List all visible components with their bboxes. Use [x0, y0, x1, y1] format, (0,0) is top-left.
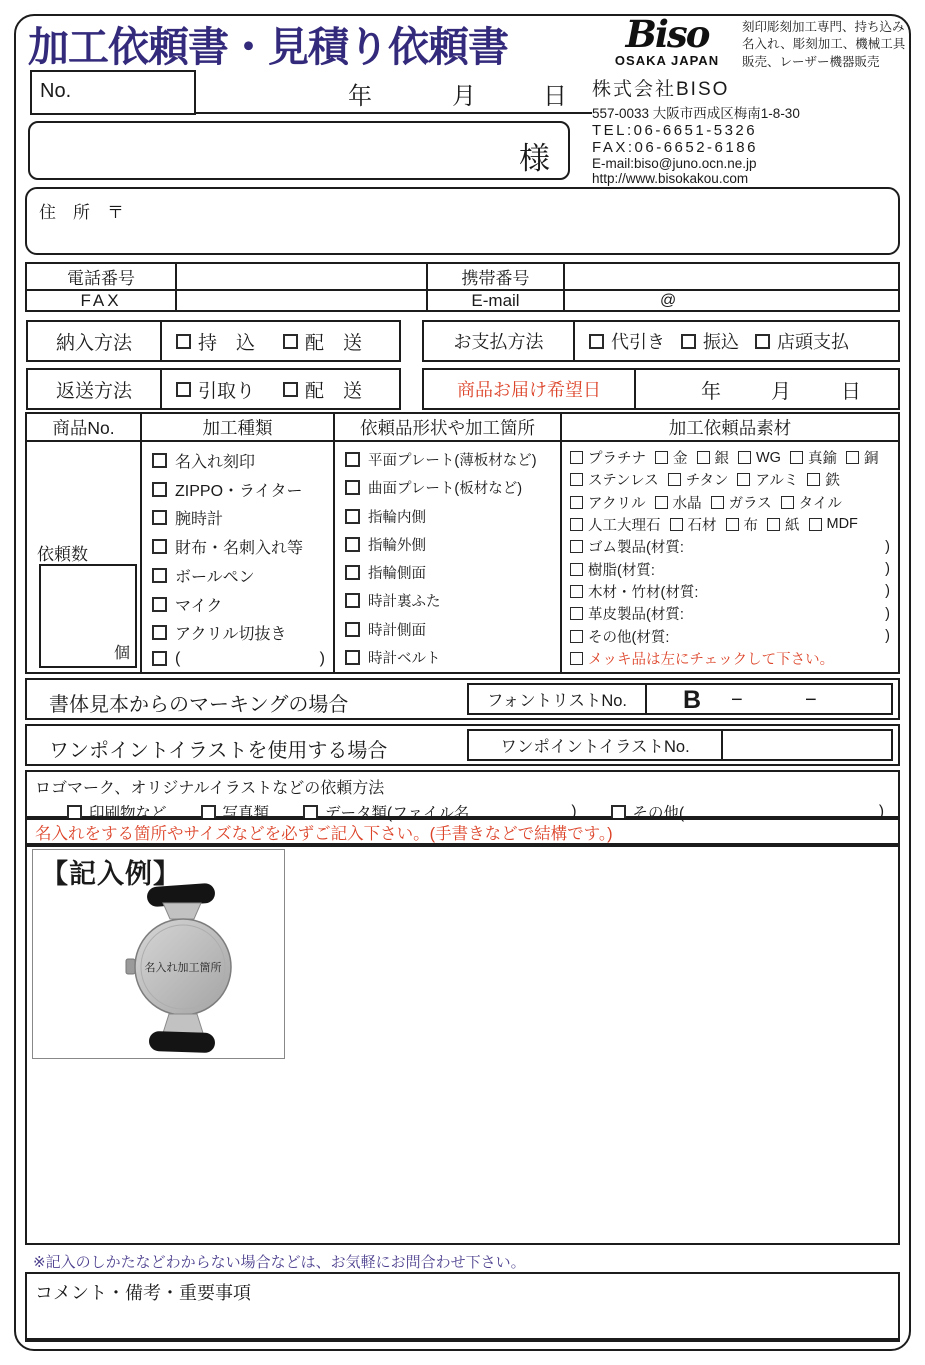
- checkbox[interactable]: [345, 480, 360, 495]
- checkbox[interactable]: [807, 473, 820, 486]
- phone-field[interactable]: [177, 264, 428, 291]
- checkbox-label: 樹脂(材質:: [588, 562, 655, 579]
- checkbox-option: [737, 469, 798, 490]
- checkbox-label: ゴム製品(材質:: [588, 540, 684, 557]
- return-method-label: 返送方法: [28, 370, 162, 408]
- watch-photo: [121, 883, 243, 1055]
- checkbox-label: 人工大理石: [588, 517, 661, 534]
- company-name: 株式会社BISO: [592, 78, 730, 100]
- checkbox-row: [345, 619, 552, 640]
- customer-suffix-label: 様: [519, 141, 550, 176]
- checkbox-option: [570, 648, 834, 669]
- checkbox-row: [345, 506, 552, 527]
- checkbox[interactable]: [152, 568, 167, 583]
- material-row: [570, 536, 890, 557]
- checkbox-row: [345, 647, 552, 668]
- checkbox[interactable]: [655, 496, 668, 509]
- mobile-label: 携帯番号: [428, 264, 565, 291]
- checkbox-row: [152, 564, 325, 587]
- checkbox-label: 財布・名刺入れ等: [175, 540, 304, 558]
- checkbox[interactable]: [570, 585, 583, 598]
- checkbox[interactable]: [570, 630, 583, 643]
- checkbox-label: その他(: [632, 805, 685, 822]
- order-no-field[interactable]: [30, 70, 196, 115]
- checkbox-label: 石材: [687, 517, 717, 534]
- checkbox-option: [726, 514, 759, 535]
- tagline-line: 刻印彫刻加工専門、持ち込み: [742, 20, 905, 34]
- checkbox-label: ): [571, 803, 577, 820]
- checkbox[interactable]: [668, 473, 681, 486]
- payment-options: [575, 322, 898, 360]
- comment-field[interactable]: [25, 1272, 900, 1342]
- checkbox-option: [670, 514, 717, 535]
- checkbox-option: [668, 469, 729, 490]
- checkbox-label: 時計ベルト: [368, 650, 441, 667]
- checkbox[interactable]: [711, 496, 724, 509]
- date-month-label: 月: [452, 83, 476, 110]
- checkbox-label: ): [885, 605, 890, 622]
- company-website: http://www.bisokakou.com: [592, 170, 749, 186]
- checkbox-label: 引取り: [198, 380, 256, 402]
- checkbox-label: アクリル: [588, 495, 646, 512]
- checkbox-row: [345, 534, 552, 555]
- date-underline[interactable]: [196, 112, 592, 114]
- checkbox-label: MDF: [826, 516, 858, 533]
- checkbox[interactable]: [152, 625, 167, 640]
- mobile-field[interactable]: [565, 264, 898, 291]
- payment-method-row: [422, 320, 900, 362]
- checkbox[interactable]: [670, 518, 683, 531]
- font-list-dash2: −: [805, 689, 817, 711]
- company-tagline: [742, 17, 905, 71]
- desired-month-label: 月: [771, 380, 791, 403]
- checkbox[interactable]: [152, 453, 167, 468]
- font-list-no-field[interactable]: [647, 685, 891, 713]
- delivery-method-label: 納入方法: [28, 322, 162, 360]
- checkbox[interactable]: [767, 518, 780, 531]
- material-row: [570, 514, 890, 535]
- phone-label: 電話番号: [27, 264, 177, 291]
- checkbox-label: その他(材質:: [588, 629, 670, 646]
- company-address: 557-0033 大阪市西成区梅南1-8-30: [592, 105, 800, 121]
- checkbox[interactable]: [345, 650, 360, 665]
- checkbox[interactable]: [570, 518, 583, 531]
- checkbox-option: [570, 447, 646, 468]
- checkbox[interactable]: [152, 510, 167, 525]
- biso-logo-text: Biso: [625, 12, 709, 56]
- checkbox-option: [655, 447, 688, 468]
- checkbox-label: 指輪外側: [368, 537, 426, 554]
- checkbox-label: 配 送: [305, 380, 363, 402]
- checkbox[interactable]: [283, 382, 298, 397]
- checkbox-row: [152, 449, 325, 472]
- checkbox-option: [767, 514, 800, 535]
- font-list-dash1: −: [731, 689, 743, 711]
- checkbox-label: 平面プレート(薄板材など): [368, 453, 537, 469]
- checkbox-label: 時計側面: [368, 622, 426, 639]
- checkbox-option: [570, 514, 661, 535]
- checkbox-label: ガラス: [728, 495, 772, 512]
- address-field[interactable]: [25, 187, 900, 255]
- checkbox-label: ): [885, 561, 890, 578]
- checkbox-label: 名入れ刻印: [175, 454, 256, 471]
- checkbox[interactable]: [570, 563, 583, 576]
- company-info: [592, 12, 908, 186]
- checkbox[interactable]: [283, 334, 298, 349]
- checkbox-label: 銀: [714, 451, 729, 467]
- checkbox-option: [697, 447, 730, 468]
- checkbox-label: メッキ品は左にチェックして下さい。: [588, 651, 835, 668]
- checkbox[interactable]: [570, 607, 583, 620]
- checkbox-label: 振込: [703, 332, 739, 352]
- checkbox[interactable]: [345, 593, 360, 608]
- checkbox-label: WG: [756, 449, 781, 466]
- checkbox-label: 革皮製品(材質:: [588, 607, 684, 624]
- checkbox-option: [570, 536, 684, 557]
- logo-request-title: ロゴマーク、オリジナルイラストなどの依頼方法: [35, 780, 385, 797]
- checkbox-label: 店頭支払: [777, 332, 849, 352]
- checkbox-option: [570, 469, 659, 490]
- checkbox[interactable]: [681, 334, 696, 349]
- quantity-unit-label: 個: [113, 645, 130, 662]
- checkbox-label: ボールペン: [175, 568, 255, 586]
- customer-name-field[interactable]: [28, 121, 570, 180]
- font-list-value: B: [683, 686, 702, 714]
- font-list-no-box: [467, 683, 893, 715]
- checkbox-option: [176, 328, 255, 355]
- material-row: [570, 559, 890, 580]
- example-photo-box: [32, 849, 285, 1059]
- company-tel: TEL:06-6651-5326: [592, 121, 758, 139]
- checkbox-label: 水晶: [672, 495, 702, 512]
- checkbox-option: [589, 328, 665, 354]
- checkbox-row: [152, 593, 325, 616]
- checkbox[interactable]: [345, 622, 360, 637]
- header-shape: 依頼品形状や加工箇所: [335, 414, 562, 442]
- checkbox[interactable]: [345, 565, 360, 580]
- checkbox-row: [345, 562, 552, 583]
- checkbox-label: 鉄: [825, 473, 840, 490]
- material-row: [570, 603, 890, 624]
- checkbox-label: アクリル切抜き: [175, 626, 287, 644]
- checkbox-label: 腕時計: [175, 511, 224, 529]
- checkbox[interactable]: [737, 473, 750, 486]
- checkbox-label: チタン: [685, 473, 729, 490]
- company-fax: FAX:06-6652-6186: [592, 138, 758, 156]
- checkbox[interactable]: [570, 540, 583, 553]
- checkbox-label: 代引き: [611, 332, 665, 352]
- help-note: ※記入のしかたなどわからない場合などは、お気軽にお問合わせ下さい。: [33, 1254, 526, 1271]
- checkbox-option: [570, 626, 669, 647]
- tagline-line: 販売、レーザー機器販売: [742, 54, 880, 69]
- illustration-row: [25, 724, 900, 766]
- header-product-no: 商品No.: [27, 414, 142, 442]
- checkbox-label: ZIPPO・ライター: [175, 482, 303, 500]
- font-marking-row: [25, 678, 900, 720]
- desired-date-label: 商品お届け希望日: [424, 370, 636, 408]
- checkbox-option: [655, 492, 702, 513]
- checkbox[interactable]: [790, 451, 803, 464]
- email-field[interactable]: [565, 291, 898, 311]
- checkbox-label: 持 込: [198, 332, 256, 354]
- desired-year-label: 年: [701, 380, 721, 403]
- checkbox-row: [345, 590, 552, 611]
- checkbox-option: [809, 516, 858, 532]
- checkbox-option: [781, 492, 842, 513]
- checkbox[interactable]: [152, 482, 167, 497]
- checkbox-label: タイル: [798, 495, 842, 512]
- product-no-cell[interactable]: [27, 442, 142, 672]
- checkbox-label: プラチナ: [588, 451, 646, 467]
- checkbox-label: アルミ: [755, 473, 799, 490]
- fax-label: FAX: [27, 291, 177, 311]
- date-day-label: 日: [543, 83, 567, 110]
- date-year-label: 年: [348, 83, 372, 110]
- delivery-options: [162, 322, 399, 360]
- checkbox-option: [283, 328, 362, 355]
- checkbox[interactable]: [846, 451, 859, 464]
- email-at-sign: @: [660, 292, 677, 309]
- shape-list: [335, 442, 560, 672]
- company-logo: [592, 12, 742, 69]
- checkbox-label: ステンレス: [588, 473, 659, 490]
- checkbox[interactable]: [755, 334, 770, 349]
- font-marking-label: 書体見本からのマーキングの場合: [49, 694, 349, 716]
- checkbox-label: ): [885, 628, 890, 645]
- order-no-label: No.: [40, 80, 72, 102]
- checkbox[interactable]: [809, 518, 822, 531]
- fill-instruction-note: 名入れをする箇所やサイズなどを必ずご記入下さい。(手書きなどで結構です。): [25, 818, 900, 845]
- address-label: 住 所 〒: [39, 203, 124, 222]
- checkbox-option: [681, 328, 739, 354]
- checkbox-option: [283, 376, 362, 403]
- material-row: [570, 447, 890, 468]
- logo-request-box: [25, 770, 900, 822]
- checkbox-label: 布: [743, 517, 758, 534]
- checkbox-label: ): [319, 649, 325, 667]
- material-row: [570, 469, 890, 490]
- checkbox-row: [345, 477, 552, 498]
- svg-text:名入れ加工箇所: 名入れ加工箇所: [144, 962, 222, 974]
- email-label: E-mail: [428, 291, 565, 311]
- comment-label: コメント・備考・重要事項: [35, 1283, 251, 1303]
- checkbox[interactable]: [570, 451, 583, 464]
- checkbox[interactable]: [152, 539, 167, 554]
- material-row: [570, 626, 890, 647]
- checkbox-row: [152, 506, 325, 529]
- checkbox-option: [176, 376, 255, 403]
- payment-method-label: お支払方法: [424, 322, 575, 360]
- return-options: [162, 370, 399, 408]
- checkbox-option: [790, 447, 837, 468]
- quantity-field[interactable]: [39, 564, 137, 668]
- checkbox[interactable]: [697, 451, 710, 464]
- checkbox[interactable]: [176, 382, 191, 397]
- checkbox-row: [152, 478, 325, 501]
- entry-example-area[interactable]: [25, 845, 900, 1245]
- checkbox-option: [738, 450, 781, 466]
- checkbox-option: [570, 559, 655, 580]
- checkbox-label: データ類(ファイル名: [325, 805, 470, 822]
- checkbox-row: [152, 621, 325, 644]
- checkbox-label: (: [175, 649, 181, 667]
- illustration-label: ワンポイントイラストを使用する場合: [49, 740, 388, 762]
- checkbox[interactable]: [345, 452, 360, 467]
- checkbox[interactable]: [345, 537, 360, 552]
- checkbox[interactable]: [570, 652, 583, 665]
- illustration-no-box: [467, 729, 893, 761]
- main-order-table: [25, 412, 900, 674]
- checkbox-label: ): [878, 803, 884, 820]
- checkbox-option: [711, 492, 772, 513]
- example-heading: 【記入例】: [41, 859, 181, 889]
- material-list: [562, 442, 898, 672]
- checkbox-label: 真鍮: [807, 451, 837, 467]
- checkbox[interactable]: [152, 597, 167, 612]
- checkbox-label: 銅: [863, 451, 879, 467]
- header-material: 加工依頼品素材: [562, 414, 898, 442]
- material-row: [570, 581, 890, 602]
- desired-date-row: [422, 368, 900, 410]
- checkbox-row: [345, 449, 552, 470]
- tagline-line: 名入れ、彫刻加工、機械工具: [742, 37, 906, 52]
- checkbox-label: 曲面プレート(板材など): [368, 481, 523, 498]
- desired-day-label: 日: [841, 380, 861, 403]
- fax-field[interactable]: [177, 291, 428, 311]
- illustration-no-label: ワンポイントイラストNo.: [469, 731, 723, 759]
- checkbox-option: [846, 447, 879, 468]
- checkbox-label: 木材・竹材(材質:: [588, 584, 699, 601]
- process-type-list: [142, 442, 333, 672]
- material-row: [570, 492, 890, 513]
- checkbox-label: 配 送: [305, 332, 363, 354]
- company-email: E-mail:biso@juno.ocn.ne.jp: [592, 155, 757, 171]
- checkbox[interactable]: [345, 509, 360, 524]
- checkbox[interactable]: [738, 451, 751, 464]
- checkbox-label: 金: [673, 451, 688, 467]
- checkbox-label: 印刷物など: [89, 805, 167, 822]
- delivery-method-row: [26, 320, 401, 362]
- checkbox-label: マイク: [175, 597, 223, 615]
- checkbox-row: [152, 535, 325, 558]
- checkbox[interactable]: [726, 518, 739, 531]
- quantity-label: 依頼数: [37, 545, 88, 564]
- checkbox-label: 紙: [785, 517, 800, 534]
- font-list-no-label: フォントリストNo.: [469, 685, 647, 713]
- return-method-row: [26, 368, 401, 410]
- checkbox-label: 指輪側面: [368, 566, 426, 583]
- checkbox[interactable]: [570, 496, 583, 509]
- checkbox-row: [152, 650, 325, 668]
- checkbox-label: ): [885, 538, 890, 555]
- checkbox-label: 時計裏ふた: [368, 594, 441, 611]
- checkbox[interactable]: [589, 334, 604, 349]
- checkbox-label: 写真類: [222, 805, 270, 822]
- checkbox[interactable]: [781, 496, 794, 509]
- desired-date-field[interactable]: [636, 370, 898, 408]
- contact-table: [25, 262, 900, 312]
- header-process-type: 加工種類: [142, 414, 335, 442]
- checkbox-option: [570, 603, 684, 624]
- checkbox-option: [570, 492, 646, 513]
- checkbox-option: [807, 469, 840, 490]
- material-row: [570, 648, 890, 669]
- checkbox-label: 指輪内側: [368, 509, 426, 526]
- checkbox[interactable]: [570, 473, 583, 486]
- checkbox-label: ): [885, 583, 890, 600]
- checkbox[interactable]: [176, 334, 191, 349]
- checkbox-option: [755, 328, 849, 354]
- checkbox[interactable]: [152, 651, 167, 666]
- checkbox-option: [570, 581, 698, 602]
- form-title: 加工依頼書・見積り依頼書: [28, 24, 508, 70]
- illustration-no-field[interactable]: [723, 731, 891, 759]
- checkbox[interactable]: [655, 451, 668, 464]
- logo-subtext: OSAKA JAPAN: [614, 53, 720, 69]
